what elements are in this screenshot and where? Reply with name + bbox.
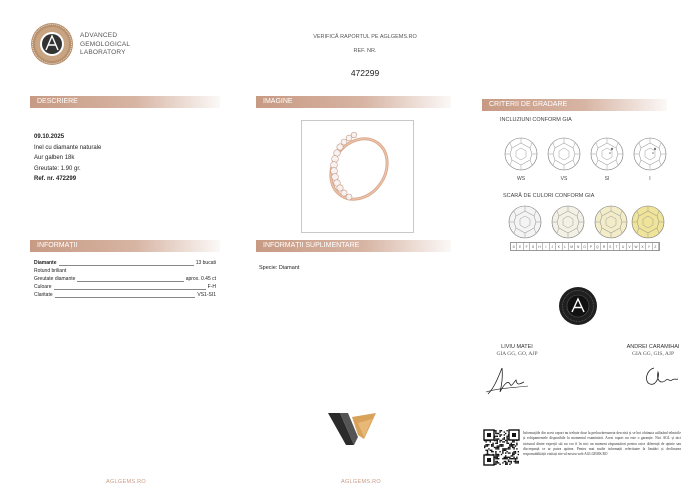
color-grade-diamond-icon [551,205,585,239]
color-scale-cell: T [614,243,620,250]
inclusion-diagram-icon [633,137,667,171]
inclusion-diagram-icon [547,137,581,171]
section-header-descriere: DESCRIERE [30,96,220,108]
info-row: Diamante 13 bucati [34,260,216,266]
color-scale-cell: J [550,243,556,250]
section-header-imagine: IMAGINE [256,96,451,108]
color-scale-cell: H [537,243,543,250]
color-scale-cell: E [517,243,523,250]
color-scale-cell: D [511,243,517,250]
color-scale-cell: G [530,243,536,250]
description-line: Aur galben 18k [34,155,75,161]
color-grade-diamond-icon [594,205,628,239]
color-grade-diamond-icon [631,205,665,239]
legal-disclaimer: Informațiile din acest raport nu trebuie doar la prelucrăresuneta descrisă și se bot obtinuta utilizând tehnicile și echipamentele disponibile la momentul examinării. Acest raport nu este o garanție. Nici AGL și nici niciunul dintre experții săi nu vor fi în nici un moment răspunzători pentru orice diferență de opinie sau discrepanță ce ar putea apărea. Pentru mai multe informații referitoare la limitări și declinarea responsabilității vizitați site-ul nostru web AGLGEMS.RO [523,431,681,457]
section-header-suplimentare: INFORMAȚII SUPLIMENTARE [256,240,451,252]
inclusion-diagram-icon [590,137,624,171]
section-header-informatii: INFORMAȚII [30,240,220,252]
info-row: Claritate VS1-SI1 [34,292,216,298]
color-scale-cell: V [627,243,633,250]
color-grade-diamond-icon [508,205,542,239]
ref-label: REF. NR. [353,48,377,54]
color-scale-cell: M [569,243,575,250]
color-scale-cell: O [582,243,588,250]
info-row: Rotund briliant [34,268,67,274]
lab-seal-logo [30,22,74,66]
color-grade-scale [510,242,660,251]
ref-number: 472299 [350,68,380,78]
color-scale-cell: U [620,243,626,250]
lab-name: ADVANCED GEMOLOGICAL LABORATORY [80,32,131,56]
signatory-left-role: GIA GG, GO, AJP [496,351,538,357]
color-scale-cell: Q [595,243,601,250]
signature-right [640,362,680,392]
color-scale-cell: Z [653,243,659,250]
ring-image [301,120,414,233]
color-scale-cell: X [640,243,646,250]
color-scale-title: SCARĂ DE CULORI CONFORM GIA [503,193,595,199]
section-header-criterii: CRITERII DE GRADARE [482,99,667,111]
color-scale-cell: S [608,243,614,250]
inclusions-title: INCLUZIUNI CONFORM GIA [500,117,572,123]
report-date: 09.10.2025 [34,134,65,140]
info-table [34,259,216,299]
color-scale-cell: I [543,243,549,250]
inclusion-diagram-icon [504,137,538,171]
inclusion-label: VS [560,176,568,182]
color-scale-cell: F [524,243,530,250]
color-scale-cell: R [601,243,607,250]
qr-code [483,429,520,466]
signatory-right-name: ANDREI CARAMIHAI [626,344,680,350]
signatory-right-role: GIA GG, GIS, AJP [631,351,675,357]
description-line: Inel cu diamante naturale [34,144,102,151]
color-scale-cell: L [563,243,569,250]
brand-v-logo [328,409,376,447]
signatory-left-name: LIVIU MATEI [501,344,533,350]
verify-report-text: VERIFICĂ RAPORTUL PE AGLGEMS.RO [313,34,417,40]
color-scale-cell: Y [646,243,652,250]
inclusion-label: WS [516,176,526,182]
color-scale-cell: P [588,243,594,250]
description-block [34,132,101,185]
footer-website-center: AGLGEMS.RO [341,479,381,485]
description-line: Greutate: 1.90 gr. [34,165,81,172]
footer-website-left: AGLGEMS.RO [106,479,146,485]
inclusion-label: I [649,176,651,182]
color-scale-cell: W [633,243,639,250]
lab-stamp-icon [558,286,598,326]
info-row: Culoare F-H [34,284,216,290]
color-scale-cell: K [556,243,562,250]
info-row: Greutate diamante aprox. 0.45 ct [34,276,216,282]
inclusion-label: SI [604,176,610,182]
color-scale-cell: N [575,243,581,250]
supplementary-info: Specie: Diamant [259,265,300,271]
signature-left [484,362,530,398]
description-ref: Ref. nr. 472299 [34,176,77,182]
